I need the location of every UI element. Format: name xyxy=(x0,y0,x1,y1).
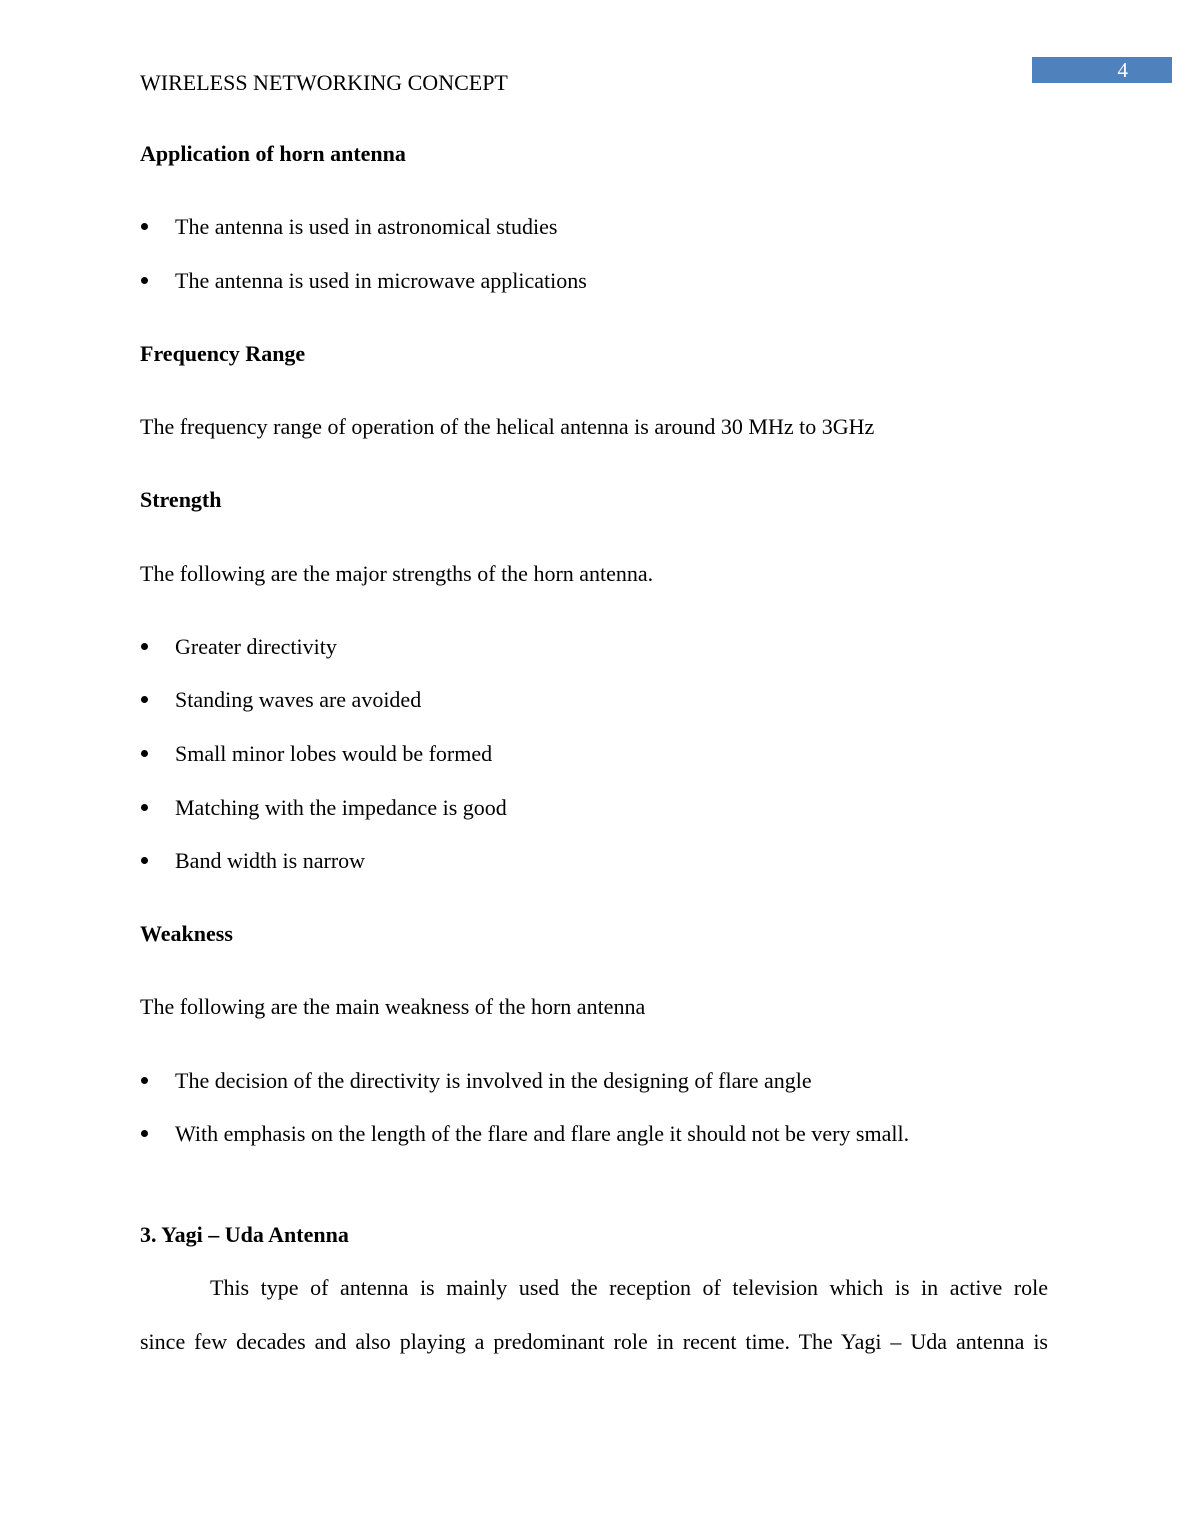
heading-application: Application of horn antenna xyxy=(140,141,406,166)
bullet-icon xyxy=(141,643,148,650)
list-item-text: Standing waves are avoided xyxy=(175,687,422,712)
list-item-text: Small minor lobes would be formed xyxy=(175,741,493,766)
list-item-text: Band width is narrow xyxy=(175,848,366,873)
bullet-icon xyxy=(141,277,148,284)
list-item-text: The antenna is used in astronomical studies xyxy=(175,214,558,239)
bullet-icon xyxy=(141,696,148,703)
list-item-text: Greater directivity xyxy=(175,634,337,659)
page-number-badge xyxy=(1032,57,1172,83)
list-item-text: The antenna is used in microwave applications xyxy=(175,268,587,293)
heading-yagi-uda: 3. Yagi – Uda Antenna xyxy=(140,1222,349,1247)
bullet-icon xyxy=(141,857,148,864)
bullet-icon xyxy=(141,1130,148,1137)
list-item-text: The decision of the directivity is involved in the designing of flare angle xyxy=(175,1068,812,1093)
weakness-intro: The following are the main weakness of the horn antenna xyxy=(140,994,646,1019)
bullet-icon xyxy=(141,223,148,230)
running-header: WIRELESS NETWORKING CONCEPT xyxy=(140,70,508,95)
bullet-icon xyxy=(141,804,148,811)
page-number: 4 xyxy=(1117,58,1128,82)
yagi-paragraph-line-1: This type of antenna is mainly used the reception of television which is in active role xyxy=(210,1275,1048,1300)
strength-intro: The following are the major strengths of the horn antenna. xyxy=(140,561,654,586)
heading-weakness: Weakness xyxy=(140,921,233,946)
list-item-text: Matching with the impedance is good xyxy=(175,795,507,820)
yagi-paragraph-line-2: since few decades and also playing a predominant role in recent time. The Yagi – Uda antenna is xyxy=(140,1329,1048,1354)
bullet-icon xyxy=(141,750,148,757)
frequency-paragraph: The frequency range of operation of the helical antenna is around 30 MHz to 3GHz xyxy=(140,414,875,439)
heading-strength: Strength xyxy=(140,487,222,512)
bullet-icon xyxy=(141,1077,148,1084)
list-item-text: With emphasis on the length of the flare and flare angle it should not be very small. xyxy=(175,1121,910,1146)
heading-frequency-range: Frequency Range xyxy=(140,341,306,366)
